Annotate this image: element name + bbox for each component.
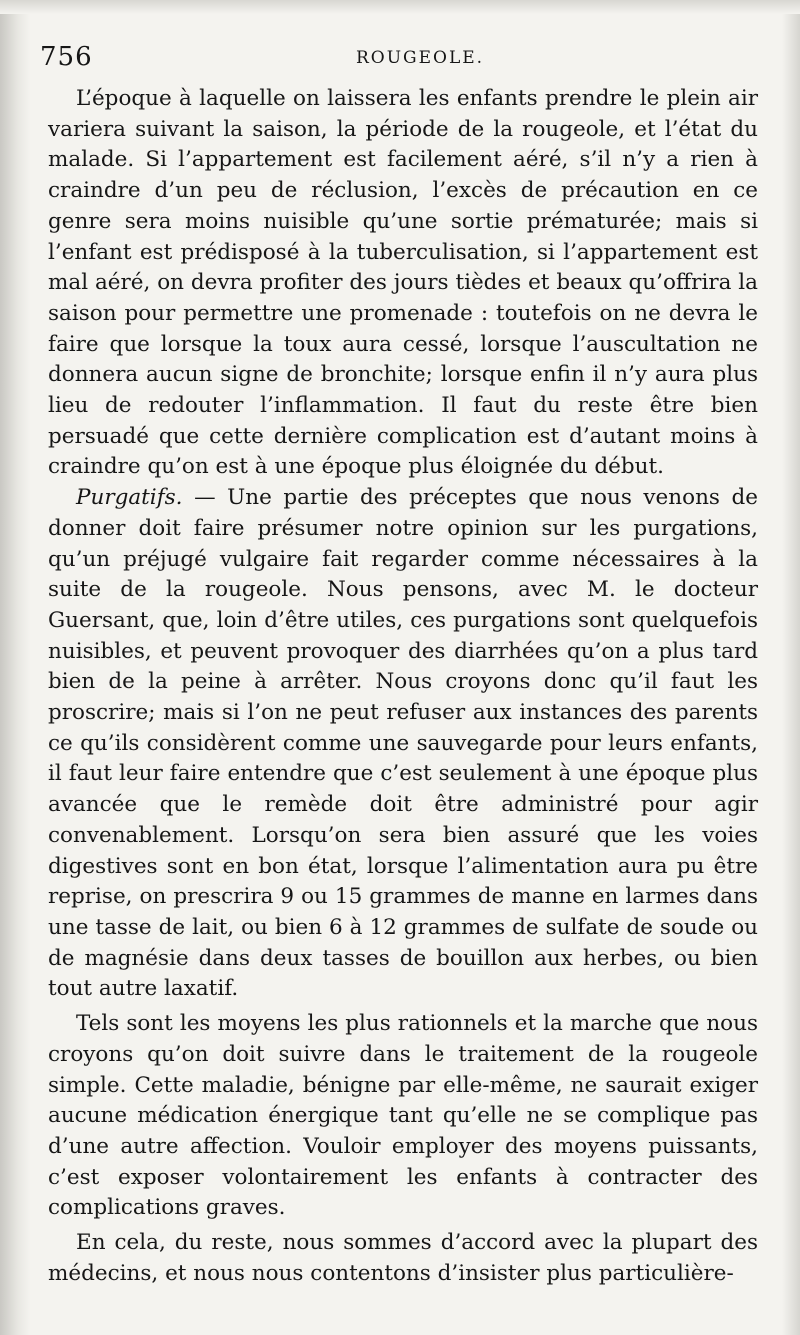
- paragraph: [48, 1009, 758, 1224]
- paragraph: [48, 1228, 758, 1289]
- section-lead: Purgatifs.: [76, 485, 183, 511]
- paragraph-text: L’époque à laquelle on laissera les enfants prendre le plein air variera suivant la saison, la période de la rougeole, et l’état du malade. Si l’appartement est facilement aéré, s’il n’y a rien à craindre d’un peu de réclusion, l’excès de précaution en ce genre sera moins nuisible qu’une sortie prématurée; mais si l’enfant est prédisposé à la tuberculisation, si l’appartement est mal aéré, on devra profiter des jours tièdes et beaux qu’offrira la saison pour permettre une promenade : toutefois on ne devra le faire que lorsque la toux aura cessé, lorsque l’auscultation ne donnera aucun signe de bronchite; lorsque enfin il n’y aura plus lieu de redouter l’inflammation. Il faut du reste être bien persuadé que cette dernière complication est d’autant moins à craindre qu’on est à une époque plus éloignée du début.: [48, 86, 758, 480]
- page-shadow-top: [0, 0, 800, 14]
- body-text: [48, 84, 758, 1289]
- page-shadow-left: [0, 0, 30, 1335]
- page-number: 756: [40, 42, 93, 72]
- running-title: ROUGEOLE.: [355, 48, 485, 68]
- paragraph-text: En cela, du reste, nous sommes d’accord avec la plupart des médecins, et nous nous contentons d’insister plus particulière-: [48, 1230, 758, 1286]
- paragraph: [48, 483, 758, 1005]
- page-shadow-right: [782, 0, 800, 1335]
- paragraph-text: Tels sont les moyens les plus rationnels et la marche que nous croyons qu’on doit suivre dans le traitement de la rougeole simple. Cette maladie, bénigne par elle-même, ne saurait exiger aucune médication énergique tant qu’elle ne se complique pas d’une autre affection. Vouloir employer des moyens puissants, c’est exposer volontairement les enfants à contracter des complications graves.: [48, 1011, 758, 1221]
- page-header: [40, 40, 760, 76]
- paragraph-text: — Une partie des préceptes que nous venons de donner doit faire présumer notre opinion sur les purgations, qu’un préjugé vulgaire fait regarder comme nécessaires à la suite de la rougeole. Nous pensons, avec M. le docteur Guersant, que, loin d’être utiles, ces purgations sont quelquefois nuisibles, et peuvent provoquer des diarrhées qu’on a plus tard bien de la peine à arrêter. Nous croyons donc qu’il faut les proscrire; mais si l’on ne peut refuser aux instances des parents ce qu’ils considèrent comme une sauvegarde pour leurs enfants, il faut leur faire entendre que c’est seulement à une époque plus avancée que le remède doit être administré pour agir convenablement. Lorsqu’on sera bien assuré que les voies digestives sont en bon état, lorsque l’alimentation aura pu être reprise, on prescrira 9 ou 15 grammes de manne en larmes dans une tasse de lait, ou bien 6 à 12 grammes de sulfate de soude ou de magnésie dans deux tasses de bouillon aux herbes, ou bien tout autre laxatif.: [48, 485, 758, 1002]
- paragraph: [48, 84, 758, 483]
